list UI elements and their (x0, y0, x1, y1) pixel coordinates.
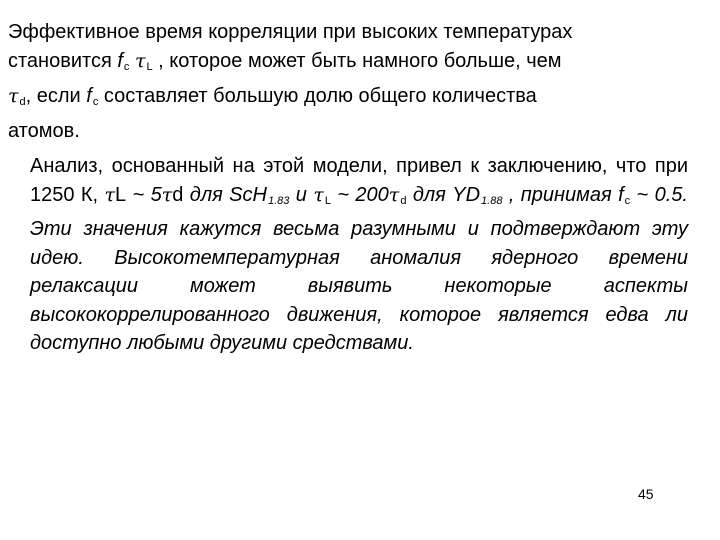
subscript-l: L (324, 194, 331, 207)
body-text: для ScH (183, 183, 267, 206)
body-text: , принимая (502, 183, 619, 206)
subscript-value: 1.83 (267, 194, 290, 207)
subscript-value: 1.88 (481, 194, 503, 207)
symbol-f: f (86, 85, 92, 107)
body-text: и (289, 183, 314, 206)
subscript-l: L (146, 61, 153, 73)
symbol-tau: τ (313, 183, 324, 206)
page-number: 45 (638, 486, 654, 502)
body-text: Анализ, основанный на этой модели, привел к заключению, что при 1250 К, (30, 155, 688, 206)
intro-paragraph (8, 18, 698, 146)
symbol-tau: τ (134, 50, 146, 72)
symbol-tau: τ (104, 183, 116, 206)
intro-text: , которое может быть намного больше, чем (152, 50, 562, 72)
intro-line-1: Эффективное время корреляции при высоких температурах (8, 21, 573, 43)
symbol-tau: τ (388, 183, 400, 206)
intro-text: составляет большую долю общего количества (98, 85, 537, 107)
symbol-l: L (115, 183, 127, 206)
symbol-d: d (172, 183, 184, 206)
subscript-d: d (19, 96, 26, 108)
body-text: ~ 5 (126, 183, 162, 206)
subscript-c: c (624, 194, 631, 207)
symbol-tau: τ (8, 85, 19, 107)
subscript-c: c (92, 96, 99, 108)
symbol-f: f (117, 50, 123, 72)
subscript-c: c (123, 61, 130, 73)
intro-line-4: атомов. (8, 120, 80, 142)
body-paragraph (30, 152, 688, 358)
body-text: для YD (406, 183, 481, 206)
intro-text: становится (8, 50, 118, 72)
symbol-tau: τ (161, 183, 173, 206)
symbol-f: f (618, 183, 624, 206)
subscript-d: d (400, 194, 407, 207)
body-text: ~ 200 (330, 183, 389, 206)
intro-text: , если (25, 85, 87, 107)
body-text: ~ 0.5. Эти значения кажутся весьма разумными и подтверждают эту идею. Высокотемпературная аномалия ядерного времени релаксации может выявить некоторые аспекты высококоррелированного движения, которое является едва ли доступно любыми другими средствами. (30, 183, 688, 354)
